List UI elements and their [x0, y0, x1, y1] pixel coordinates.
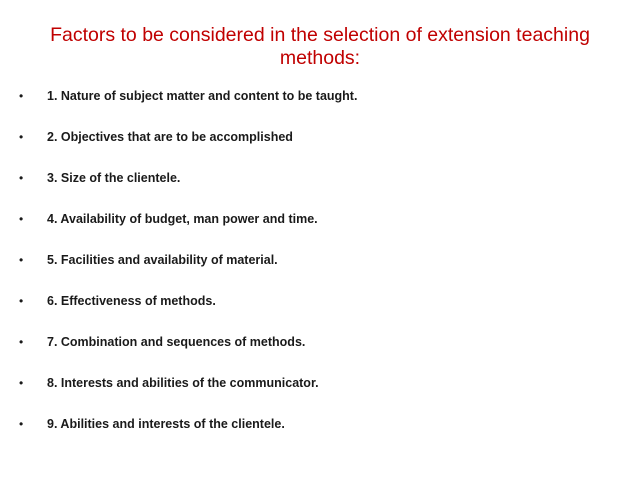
list-item-text: 7. Combination and sequences of methods.	[47, 335, 306, 349]
bullet-icon: •	[19, 294, 24, 308]
bullet-icon: •	[19, 212, 24, 226]
bullet-icon: •	[19, 417, 24, 431]
list-item-text: 3. Size of the clientele.	[47, 171, 181, 185]
list-item-text: 8. Interests and abilities of the communicator.	[47, 376, 319, 390]
bullet-icon: •	[19, 130, 24, 144]
list-item-text: 4. Availability of budget, man power and time.	[47, 212, 318, 226]
bullet-icon: •	[19, 335, 24, 349]
list-item-text: 1. Nature of subject matter and content to be taught.	[47, 89, 358, 103]
bullet-icon: •	[19, 253, 24, 267]
slide-title: Factors to be considered in the selection of extension teaching methods:	[50, 24, 590, 69]
bullet-icon: •	[19, 376, 24, 390]
bullet-icon: •	[19, 89, 24, 103]
list-item-text: 6. Effectiveness of methods.	[47, 294, 216, 308]
bullet-icon: •	[19, 171, 24, 185]
list-item-text: 2. Objectives that are to be accomplished	[47, 130, 293, 144]
list-item-text: 9. Abilities and interests of the clientele.	[47, 417, 285, 431]
list-item-text: 5. Facilities and availability of material.	[47, 253, 278, 267]
